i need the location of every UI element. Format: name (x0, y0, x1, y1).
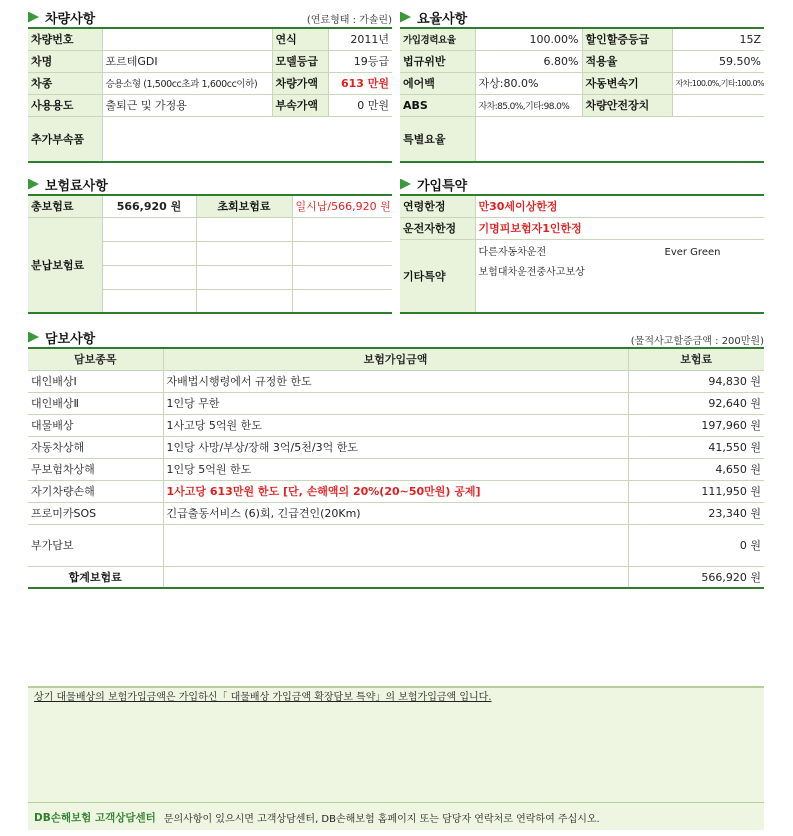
model-grade-label: 모델등급 (272, 50, 328, 72)
section-arrow-icon (400, 12, 411, 23)
footer-contact (34, 810, 600, 825)
airbag-label: 에어백 (400, 72, 475, 94)
coverage-premium: 23,340 원 (628, 502, 764, 524)
other-special-item: 다른자동차운전 (478, 246, 547, 258)
coverage-premium: 94,830 원 (628, 370, 764, 392)
year-label: 연식 (272, 28, 328, 50)
driver-limit-value: 기명피보험자1인한정 (475, 217, 764, 239)
section-arrow-icon (28, 179, 39, 190)
total-premium-value: 566,920 원 (102, 195, 196, 217)
coverage-item: 자기차량손해 (28, 480, 163, 502)
section-arrow-icon (400, 179, 411, 190)
coverage-premium: 197,960 원 (628, 414, 764, 436)
car-name-label: 차명 (28, 50, 102, 72)
table-row (28, 502, 764, 524)
accessory-price-label: 부속가액 (272, 94, 328, 116)
rate-table (400, 27, 764, 163)
coverage-amount: 자배법시행령에서 규정한 한도 (163, 370, 628, 392)
coverage-header-premium: 보험료 (628, 348, 764, 370)
career-rate-label: 가입경력요율 (400, 28, 475, 50)
split-premium-cell (196, 217, 292, 241)
premium-section-title: 보험료사항 (28, 175, 108, 193)
footer-divider (28, 802, 764, 803)
car-type-label: 차종 (28, 72, 102, 94)
table-row (28, 392, 764, 414)
coverage-item: 대인배상Ⅰ (28, 370, 163, 392)
extra-accessory-value (102, 116, 392, 162)
coverage-table (28, 347, 764, 589)
coverage-amount: 1인당 무한 (163, 392, 628, 414)
special-table (400, 194, 764, 314)
footer-center-name: DB손해보험 고객상담센터 (34, 812, 156, 824)
coverage-item: 대물배상 (28, 414, 163, 436)
coverage-premium: 0 원 (628, 524, 764, 566)
split-premium-cell (292, 241, 392, 265)
table-row (28, 436, 764, 458)
car-price-label: 차량가액 (272, 72, 328, 94)
premium-table (28, 194, 392, 314)
vehicle-no-value (102, 28, 272, 50)
airbag-value: 자상:80.0% (475, 72, 582, 94)
split-premium-cell (292, 217, 392, 241)
use-label: 사용용도 (28, 94, 102, 116)
age-limit-value: 만30세이상한정 (475, 195, 764, 217)
rate-section-title: 요율사항 (400, 8, 467, 26)
coverage-section-title: 담보사항 (28, 328, 95, 346)
coverage-total-value: 566,920 원 (628, 566, 764, 588)
coverage-amount: 1인당 5억원 한도 (163, 458, 628, 480)
career-rate-value: 100.00% (475, 28, 582, 50)
first-premium-value: 일시납/566,920 원 (292, 195, 392, 217)
special-rate-label: 특별요율 (400, 116, 475, 162)
split-premium-cell (102, 217, 196, 241)
coverage-item: 자동차상해 (28, 436, 163, 458)
section-arrow-icon (28, 12, 39, 23)
auto-transmission-label: 자동변속기 (582, 72, 672, 94)
law-violation-label: 법규위반 (400, 50, 475, 72)
split-premium-cell (196, 265, 292, 289)
other-special-list (475, 239, 764, 313)
footer-contact-text: 문의사항이 있으시면 고객상담센터, DB손해보험 홈페이지 또는 담당자 연락처로 연락하여 주십시오. (163, 814, 600, 825)
special-section-title: 가입특약 (400, 175, 467, 193)
year-value: 2011년 (328, 28, 392, 50)
extra-accessory-label: 추가부속품 (28, 116, 102, 162)
vehicle-table (28, 27, 392, 163)
discount-grade-label: 할인할증등급 (582, 28, 672, 50)
model-grade-value: 19등급 (328, 50, 392, 72)
car-type-value: 승용소형 (1,500cc초과 1,600cc이하) (102, 72, 272, 94)
driver-limit-label: 운전자한정 (400, 217, 475, 239)
first-premium-label: 초회보험료 (196, 195, 292, 217)
auto-transmission-value: 자차:100.0%,기타:100.0% (672, 72, 764, 94)
table-row (28, 414, 764, 436)
coverage-header-amount: 보험가입금액 (163, 348, 628, 370)
coverage-total-blank (163, 566, 628, 588)
footer-box (28, 686, 764, 830)
section-arrow-icon (28, 332, 39, 343)
coverage-item: 프로미카SOS (28, 502, 163, 524)
other-special-label: 기타특약 (400, 239, 475, 313)
car-price-value: 613 만원 (328, 72, 392, 94)
applied-rate-value: 59.50% (672, 50, 764, 72)
table-row (28, 524, 764, 566)
coverage-item: 대인배상Ⅱ (28, 392, 163, 414)
coverage-item: 부가담보 (28, 524, 163, 566)
special-rate-value (475, 116, 764, 162)
coverage-item: 무보험차상해 (28, 458, 163, 480)
car-name-value: 포르테GDI (102, 50, 272, 72)
coverage-amount: 1사고당 613만원 한도 [단, 손해액의 20%(20~50만원) 공제] (163, 480, 628, 502)
coverage-amount: 1인당 사망/부상/장해 3억/5천/3억 한도 (163, 436, 628, 458)
vehicle-section-title: 차량사항 (28, 8, 95, 26)
split-premium-cell (292, 289, 392, 313)
coverage-premium: 4,650 원 (628, 458, 764, 480)
coverage-premium: 111,950 원 (628, 480, 764, 502)
coverage-amount: 1사고당 5억원 한도 (163, 414, 628, 436)
safety-device-label: 차량안전장치 (582, 94, 672, 116)
coverage-premium: 41,550 원 (628, 436, 764, 458)
split-premium-cell (196, 289, 292, 313)
abs-value: 자차:85.0%,기타:98.0% (475, 94, 582, 116)
footer-notice: 상기 대물배상의 보험가입금액은 가입하신「 대물배상 가입금액 확장담보 특약」의 보험가입금액 입니다. (34, 692, 492, 703)
table-row (28, 370, 764, 392)
safety-device-value (672, 94, 764, 116)
coverage-header-item: 담보종목 (28, 348, 163, 370)
accessory-price-value: 0 만원 (328, 94, 392, 116)
split-premium-label: 분납보험료 (28, 217, 102, 313)
coverage-total-label: 합계보험료 (28, 566, 163, 588)
discount-grade-value: 15Z (672, 28, 764, 50)
split-premium-cell (102, 265, 196, 289)
split-premium-cell (102, 241, 196, 265)
split-premium-cell (102, 289, 196, 313)
age-limit-label: 연령한정 (400, 195, 475, 217)
vehicle-no-label: 차량번호 (28, 28, 102, 50)
law-violation-value: 6.80% (475, 50, 582, 72)
table-row (28, 480, 764, 502)
total-premium-label: 총보험료 (28, 195, 102, 217)
abs-label: ABS (400, 94, 475, 116)
other-special-item: Ever Green (664, 246, 721, 258)
applied-rate-label: 적용율 (582, 50, 672, 72)
other-special-item: 보험대차운전중사고보상 (478, 266, 585, 278)
split-premium-cell (196, 241, 292, 265)
property-surcharge-note: (물적사고할증금액 : 200만원) (630, 336, 764, 347)
coverage-premium: 92,640 원 (628, 392, 764, 414)
fuel-note: (연료형태 : 가솔린) (306, 15, 392, 26)
split-premium-cell (292, 265, 392, 289)
coverage-amount: 긴급출동서비스 (6)회, 긴급견인(20Km) (163, 502, 628, 524)
coverage-amount (163, 524, 628, 566)
table-row (28, 458, 764, 480)
use-value: 출퇴근 및 가정용 (102, 94, 272, 116)
